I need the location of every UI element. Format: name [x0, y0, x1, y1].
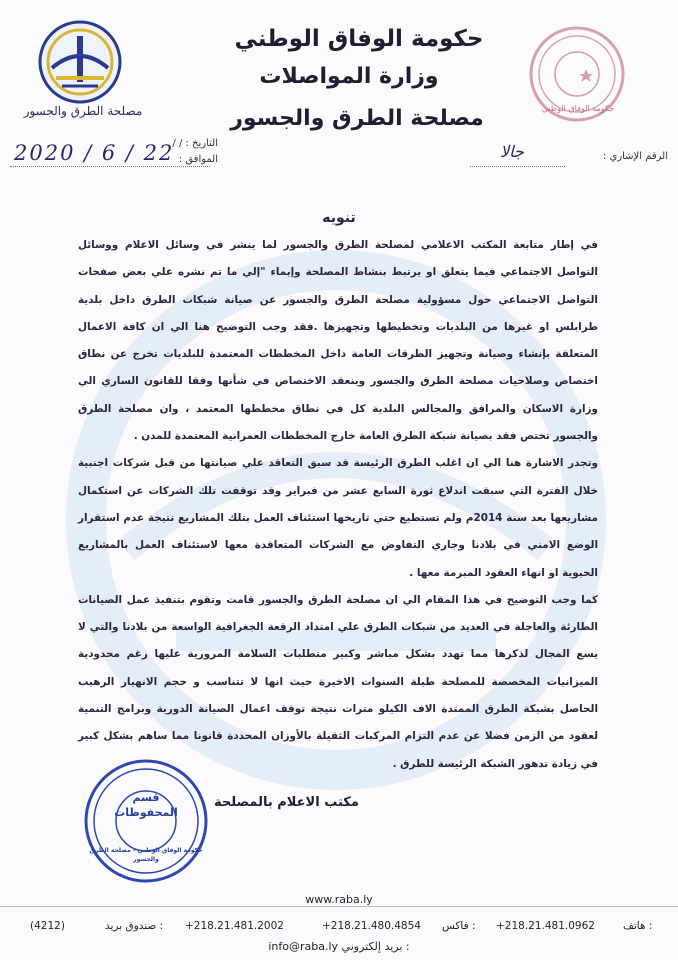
stamp-line-2: المحفوظات [114, 806, 178, 819]
stamp-center-text [80, 790, 212, 864]
header-authority: مصلحة الطرق والجسور [230, 106, 484, 131]
footer-divider [0, 906, 678, 907]
date-underline [10, 166, 210, 167]
handwritten-reference: جالا [500, 142, 524, 161]
footer-phone-label: هاتف : [623, 920, 653, 932]
document-title: تنويه [322, 210, 356, 226]
logo-caption: مصلحة الطرق والجسور [23, 104, 143, 118]
reference-underline [470, 166, 565, 167]
footer-website[interactable]: www.raba.ly [305, 893, 373, 906]
handwritten-date: 2020 / 6 / 22 [14, 141, 175, 165]
stamp-line-1: قسم [132, 791, 160, 804]
signature-office: مكتب الاعلام بالمصلحة [214, 795, 359, 810]
footer-email-label: بريد إلكتروني : [341, 940, 410, 953]
footer-email[interactable]: info@raba.ly [268, 940, 339, 953]
seal-text: حكومة الوفاق الوطني [541, 104, 615, 113]
header-ministry: وزارة المواصلات [259, 64, 439, 89]
paragraph: في إطار متابعة المكتب الاعلامي لمصلحة الطرق والجسور لما ينشر في وسائل الاعلام ووسائل التواصل الاجتماعي فيما يتعلق او يرتبط بنشاط المصلحة وإيماء "إلي ما تم نشره علي بعض صفحات التواصل الاجتماعي حول مسؤولية مصلحة الطرق والجسور عن صيانة شبكات الطرق داخل بلدية طرابلس او غيرها من البلديات وتخطيطها وتجهيزها .فقد وجب التوضيح هنا الي ان كافة الاعمال المتعلقة بإنشاء وصيانة وتجهيز الطرقات العامة داخل المخططات المعتمدة للبلديات تخرج عن نطاق اختصاص وصلاحيات مصلحة الطرق والجسور وينعقد الاختصاص في شأنها وفقا للقانون الساري الي وزارة الاسكان والمرافق والمجالس البلدية كل في نطاق مخططها المعتمد ، وان مصلحة الطرق والجسور تختص فقد بصيانة شبكة الطرق العامة خارج المخططات العمرانية المعتمدة للمدن . [78, 239, 598, 443]
paragraph: وتجدر الاشارة هنا الي ان اغلب الطرق الرئيسة قد سبق التعاقد علي صيانتها من قبل شركات اجنبية خلال الفترة التي سبقت اندلاع ثورة السابع عشر من فبراير وقد توقفت تلك الشركات عن استكمال مشاريعها بعد سنة 2014م ولم تستطيع حتي تاريخها استئناف العمل بتلك المشاريع نتيجة عدم استقرار الوضع الامني في بلادنا وجاري التفاوض مع الشركات المتعاقدة معها لاستئناف العمل بالمشاريع الحيوية او انهاء العقود المبرمة معها . [78, 457, 598, 579]
notice-body [78, 232, 598, 778]
footer-phone: +218.21.481.0962 [496, 920, 595, 932]
footer-fax-label: فاكس : [442, 920, 476, 932]
header-government: حكومة الوفاق الوطني [234, 26, 484, 52]
paragraph: كما وجب التوضيح في هذا المقام الي ان مصلحة الطرق والجسور قامت وتقوم بتنفيذ عمل الصيانات الطارئة والعاجلة في العديد من شبكات الطرق علي امتداد الرقعة الجغرافية الواسعة من بلادنا والتي لا يسع المجال لذكرها مما تهدد بشكل مباشر وكبير متطلبات السلامة المرورية عليها رغم محدودية الميزانيات المخصصة للمصلحة طيلة السنوات الاخيرة حيث انها لا تتناسب و حجم الانهيار الرهيب الحاصل بشبكة الطرق الممتدة الاف الكيلو مترات نتيجة توقف اعمال الصيانة الدورية وبرامج التنمية لعقود من الزمن فضلا عن عدم التزام المركبات الثقيلة بالأوزان المحددة قانونا مما ساهم بشكل كبير في زيادة تدهور الشبكة الرئيسة للطرق . [78, 593, 598, 770]
footer-fax-2: +218.21.481.2002 [185, 920, 284, 932]
reference-label: الرقم الإشاري : [602, 151, 668, 162]
date-label: التاريخ : / / [172, 138, 218, 149]
footer-email-row [0, 940, 678, 953]
footer-fax-1: +218.21.480.4854 [322, 920, 421, 932]
stamp-ring-text: حكومة الوفاق الوطني - مصلحة الطرق والجسور [89, 847, 203, 863]
footer-pobox-label: صندوق بريد : [105, 920, 164, 932]
match-label: الموافق : [178, 154, 218, 165]
footer-pobox: (4212) [30, 920, 65, 932]
